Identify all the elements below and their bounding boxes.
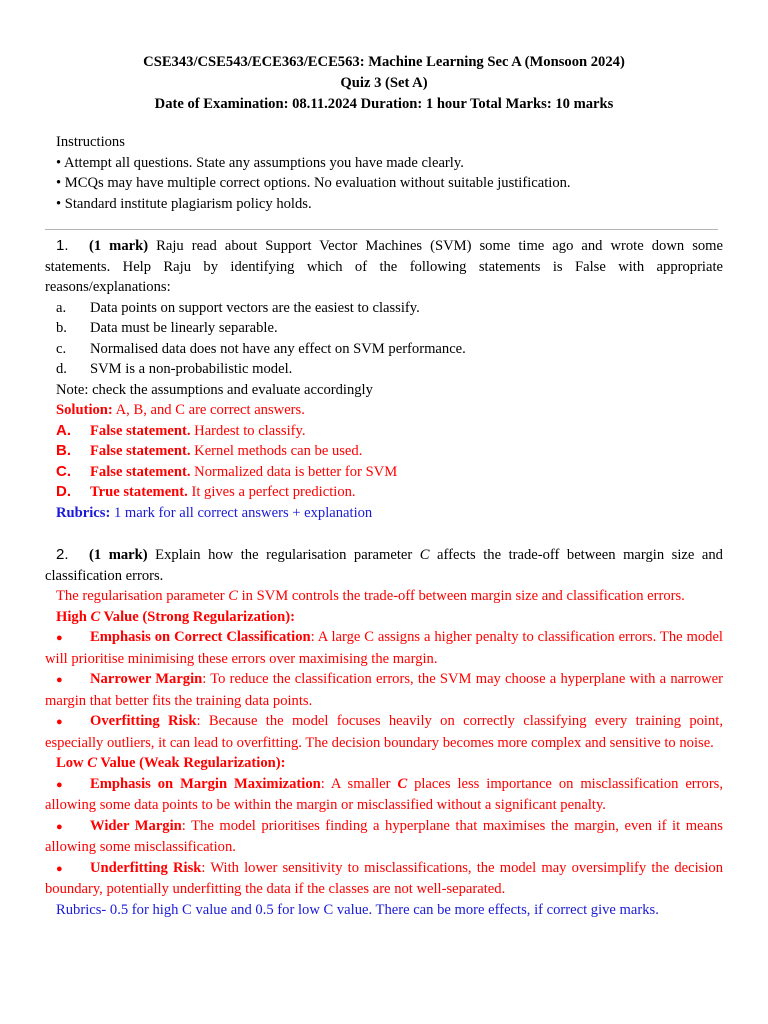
- low-c-item: [45, 774, 723, 816]
- item-title: Emphasis on Margin Maximization: [90, 775, 321, 792]
- question-text: Explain how the regularisation parameter: [147, 547, 420, 563]
- rubrics-text: 1 mark for all correct answers + explanation: [110, 504, 373, 521]
- option-d: [45, 359, 723, 380]
- question-marks: (1 mark): [89, 547, 148, 563]
- instruction-item: • Attempt all questions. State any assumptions you have made clearly.: [56, 154, 464, 171]
- parameter-c: C: [87, 755, 97, 771]
- answer-letter: B.: [56, 442, 71, 459]
- high-c-item: [45, 669, 723, 711]
- question-marks: (1 mark): [89, 238, 149, 254]
- bullet-icon: ●: [56, 862, 63, 875]
- answer-intro: [45, 586, 723, 607]
- course-title: CSE343/CSE543/ECE363/ECE563: Machine Learning Sec A (Monsoon 2024): [143, 54, 625, 70]
- option-text: Data points on support vectors are the easiest to classify.: [90, 299, 420, 316]
- solution-text: A, B, and C are correct answers.: [112, 402, 305, 418]
- answer-b: [45, 441, 723, 462]
- horizontal-divider: [45, 229, 718, 230]
- item-text: : A large C assigns a higher penalty to classification errors. The model will prioritise minimising these errors over maximising the margin.: [45, 629, 723, 667]
- option-b: [45, 318, 723, 339]
- low-c-item: [45, 816, 723, 858]
- solution-line: [45, 400, 723, 421]
- heading-text: Value (Strong Regularization):: [100, 608, 295, 625]
- option-letter: c.: [56, 340, 67, 357]
- parameter-c: C: [228, 588, 238, 604]
- item-text: : Because the model focuses heavily on correctly classifying every training point, especially outliers, it can lead to overfitting. The decision boundary becomes more complex and sensitive to noise.: [45, 713, 723, 751]
- option-c: [45, 339, 723, 360]
- quiz-title: Quiz 3 (Set A): [340, 75, 428, 91]
- item-title: Overfitting Risk: [90, 713, 197, 729]
- answer-a: [45, 421, 723, 442]
- low-c-heading: [45, 753, 723, 774]
- parameter-c: C: [397, 775, 408, 792]
- high-c-item: [45, 627, 723, 669]
- item-title: Emphasis on Correct Classification: [90, 629, 311, 645]
- bullet-icon: ●: [56, 632, 63, 644]
- bullet-icon: ●: [56, 716, 63, 728]
- answer-verdict: False statement.: [90, 443, 191, 459]
- answer-verdict: False statement.: [90, 422, 191, 439]
- heading-text: High: [56, 608, 91, 625]
- answer-text: Hardest to classify.: [190, 422, 306, 439]
- item-title: Wider Margin: [90, 817, 182, 834]
- option-text: Normalised data does not have any effect on SVM performance.: [90, 340, 466, 357]
- parameter-c: C: [90, 608, 101, 625]
- instructions-title: Instructions: [56, 134, 125, 150]
- instruction-item: • Standard institute plagiarism policy holds.: [56, 195, 312, 212]
- low-c-item: [45, 858, 723, 900]
- answer-letter: C.: [56, 462, 71, 480]
- option-letter: b.: [56, 320, 67, 336]
- question-1-prompt: [45, 236, 723, 298]
- question-text: affects the trade-off between margin size and classification errors.: [45, 547, 723, 584]
- document-header: [0, 52, 768, 115]
- question-2: [45, 545, 723, 920]
- option-text: SVM is a non-probabilistic model.: [90, 361, 293, 377]
- item-text: : With lower sensitivity to misclassifications, the model may oversimplify the decision boundary, potentially underfitting the data if the classes are not well-separated.: [45, 859, 723, 897]
- high-c-item: [45, 711, 723, 753]
- bullet-icon: ●: [56, 778, 63, 791]
- parameter-c: C: [419, 547, 430, 563]
- answer-d: [45, 482, 723, 503]
- question-2-prompt: [45, 545, 723, 586]
- question-1: [45, 236, 723, 523]
- high-c-heading: [45, 607, 723, 628]
- answer-text: Kernel methods can be used.: [190, 443, 363, 459]
- answer-verdict: True statement.: [90, 484, 188, 500]
- item-title: Underfitting Risk: [90, 859, 202, 876]
- answer-c: [45, 462, 723, 483]
- question-text: Raju read about Support Vector Machines (SVM) some time ago and wrote down some statements. Help Raju by identifying which of the following statements is False with appropriate reasons/explanations:: [45, 238, 723, 295]
- rubrics-label: Rubrics:: [56, 504, 111, 521]
- item-text: places less importance on misclassification errors, allowing some data points to be within the margin or misclassified without a significant penalty.: [45, 775, 724, 813]
- solution-label: Solution:: [56, 402, 113, 418]
- item-text: : A smaller: [320, 775, 398, 792]
- heading-text: Value (Weak Regularization):: [96, 755, 286, 771]
- option-letter: a.: [56, 299, 67, 316]
- question-number: 2.: [56, 546, 69, 563]
- instruction-item: • MCQs may have multiple correct options. No evaluation without suitable justification.: [56, 175, 571, 191]
- bullet-icon: ●: [56, 820, 63, 833]
- option-text: Data must be linearly separable.: [90, 320, 278, 336]
- answer-letter: A.: [56, 421, 71, 439]
- option-letter: d.: [56, 361, 67, 377]
- answer-verdict: False statement.: [90, 463, 191, 480]
- answer-text: Normalized data is better for SVM: [190, 463, 398, 480]
- exam-details: Date of Examination: 08.11.2024 Duration: 1 hour Total Marks: 10 marks: [154, 96, 614, 112]
- answer-text: It gives a perfect prediction.: [187, 484, 356, 500]
- instructions-section: [56, 132, 726, 214]
- item-text: : The model prioritises finding a hyperplane that maximises the margin, even if it means allowing some misclassification.: [45, 817, 723, 855]
- item-text: : To reduce the classification errors, the SVM may choose a hyperplane with a narrower margin that better fits the training data points.: [45, 671, 723, 709]
- question-number: 1.: [56, 237, 69, 254]
- bullet-icon: ●: [56, 674, 63, 686]
- intro-text: The regularisation parameter: [56, 588, 229, 604]
- rubrics-line: Rubrics- 0.5 for high C value and 0.5 for low C value. There can be more effects, if correct give marks.: [56, 901, 659, 918]
- intro-text: in SVM controls the trade-off between margin size and classification errors.: [237, 588, 685, 604]
- item-title: Narrower Margin: [90, 671, 203, 687]
- option-a: [45, 298, 723, 319]
- heading-text: Low: [56, 755, 88, 771]
- rubrics-line: [45, 503, 723, 524]
- question-note: Note: check the assumptions and evaluate accordingly: [56, 381, 373, 398]
- answer-letter: D.: [56, 483, 71, 500]
